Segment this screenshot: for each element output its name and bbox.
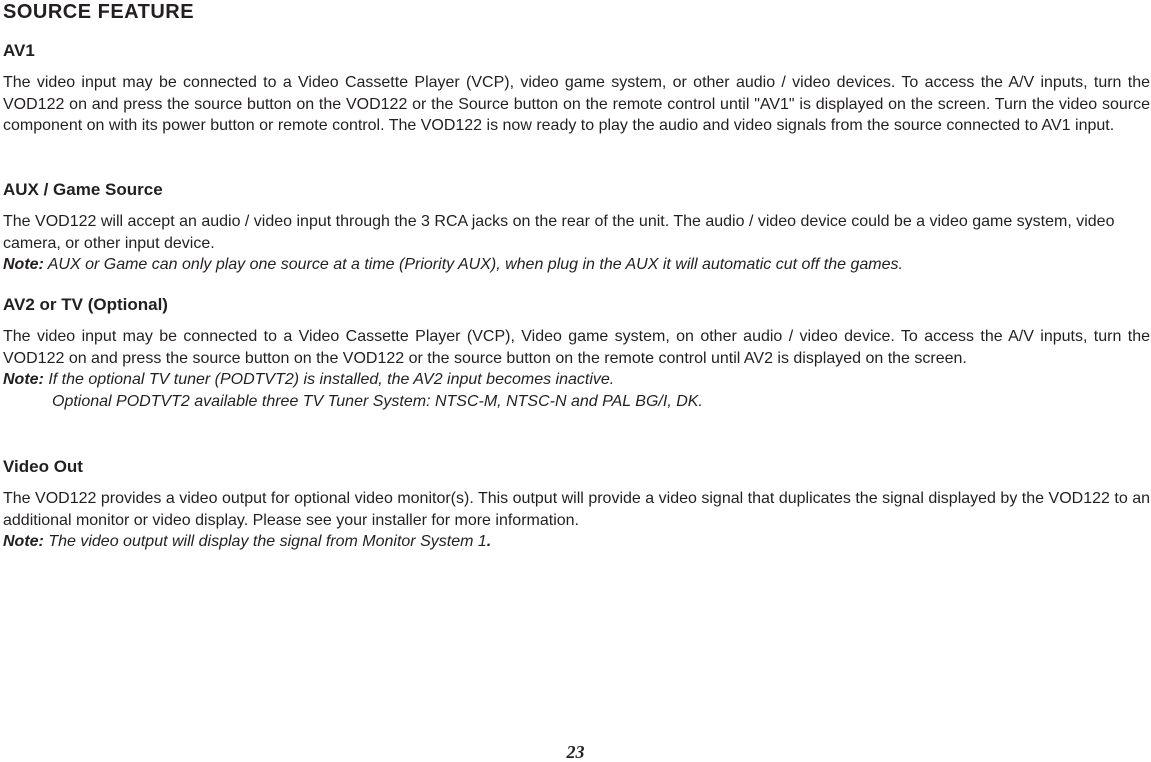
- section-body-aux: The VOD122 will accept an audio / video input through the 3 RCA jacks on the rear of the unit. The audio / video device could be a video game system, video camera, or other input device.: [3, 213, 1115, 252]
- page-number: 23: [566, 742, 585, 762]
- page-title: SOURCE FEATURE: [3, 1, 195, 23]
- section-aux-game-source: [3, 179, 1150, 276]
- note-aux: [3, 254, 1150, 276]
- note-text-continued: Optional PODTVT2 available three TV Tuner System: NTSC-M, NTSC-N and PAL BG/I, DK.: [52, 392, 703, 410]
- section-heading-av2: AV2 or TV (Optional): [3, 295, 168, 314]
- note-label: Note:: [3, 371, 44, 388]
- section-heading-av1: AV1: [3, 41, 35, 60]
- section-video-out: [3, 456, 1150, 553]
- section-av2-tv: [3, 294, 1150, 412]
- note-label: Note:: [3, 256, 44, 273]
- section-heading-aux: AUX / Game Source: [3, 180, 163, 199]
- note-text: If the optional TV tuner (PODTVT2) is installed, the AV2 input becomes inactive.: [43, 371, 615, 388]
- section-body-av2: The video input may be connected to a Video Cassette Player (VCP), Video game system, on other audio / video device. To access the A/V inputs, turn the VOD122 on and press the source button on the VOD122 or the source button on the remote control until AV2 is displayed on the screen.: [3, 328, 1150, 367]
- note-text: The video output will display the signal from Monitor System 1: [43, 533, 487, 550]
- section-body-video-out: The VOD122 provides a video output for optional video monitor(s). This output will provide a video signal that duplicates the signal displayed by the VOD122 to an additional monitor or video display. Please see your installer for more information.: [3, 490, 1150, 529]
- note-video-out: [3, 531, 1150, 553]
- section-body-av1: The video input may be connected to a Video Cassette Player (VCP), video game system, or other audio / video devices. To access the A/V inputs, turn the VOD122 on and press the source button on the VOD122 or the Source button on the remote control until "AV1" is displayed on the screen. Turn the video source component on with its power button or remote control. The VOD122 is now ready to play the audio and video signals from the source connected to AV1 input.: [3, 74, 1150, 134]
- section-heading-video-out: Video Out: [3, 457, 83, 476]
- note-av2: [3, 369, 1150, 412]
- note-label: Note:: [3, 533, 44, 550]
- section-av1: [3, 40, 1150, 137]
- note-text: AUX or Game can only play one source at a time (Priority AUX), when plug in the AUX it will automatic cut off the games.: [43, 256, 903, 273]
- note-end-punctuation: .: [486, 533, 492, 550]
